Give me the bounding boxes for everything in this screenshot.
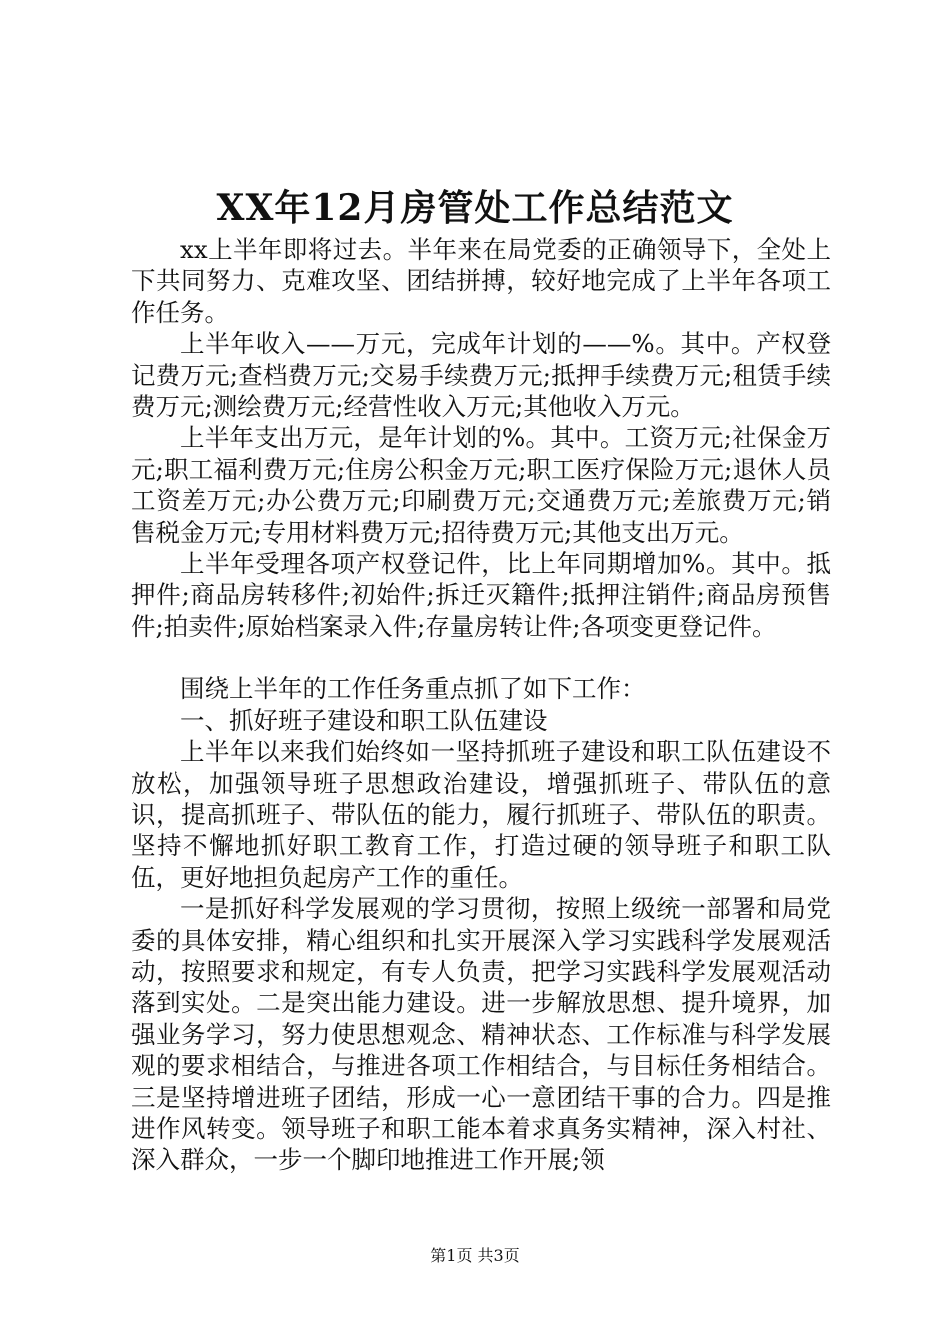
paragraph: 围绕上半年的工作任务重点抓了如下工作： bbox=[180, 674, 646, 704]
document-body bbox=[131, 234, 831, 1176]
paragraph: 一是抓好科学发展观的学习贯彻，按照上级统一部署和局党委的具体安排，精心组织和扎实开展深入学习实践科学发展观活动，按照要求和规定，有专人负责，把学习实践科学发展观活动落到实处。二是突出能力建设。进一步解放思想、提升境界，加强业务学习，努力使思想观念、精神状态、工作标准与科学发展观的要求相结合，与推进各项工作相结合，与目标任务相结合。三是坚持增进班子团结，形成一心一意团结干事的合力。四是推进作风转变。领导班子和职工能本着求真务实精神，深入村社、深入群众，一步一个脚印地推进工作开展;领 bbox=[131, 894, 831, 1175]
document-title: XX年12月房管处工作总结范文 bbox=[216, 187, 734, 229]
paragraph: xx上半年即将过去。半年来在局党委的正确领导下，全处上下共同努力、克难攻坚、团结拼搏，较好地完成了上半年各项工作任务。 bbox=[131, 235, 831, 327]
paragraph: 上半年受理各项产权登记件，比上年同期增加%。其中。抵押件;商品房转移件;初始件;拆迁灭籍件;抵押注销件;商品房预售件;拍卖件;原始档案录入件;存量房转让件;各项变更登记件。 bbox=[131, 549, 831, 641]
section-heading: 一、抓好班子建设和职工队伍建设 bbox=[180, 705, 548, 735]
paragraph: 上半年收入——万元，完成年计划的——%。其中。产权登记费万元;查档费万元;交易手续费万元;抵押手续费万元;租赁手续费万元;测绘费万元;经营性收入万元;其他收入万元。 bbox=[131, 329, 831, 422]
paragraph: 上半年以来我们始终如一坚持抓班子建设和职工队伍建设不放松，加强领导班子思想政治建设，增强抓班子、带队伍的意识，提高抓班子、带队伍的能力，履行抓班子、带队伍的职责。坚持不懈地抓好职工教育工作，打造过硬的领导班子和职工队伍，更好地担负起房产工作的重任。 bbox=[131, 737, 831, 892]
paragraph: 上半年支出万元，是年计划的%。其中。工资万元;社保金万元;职工福利费万元;住房公积金万元;职工医疗保险万元;退休人员工资差万元;办公费万元;印刷费万元;交通费万元;差旅费万元;销售税金万元;专用材料费万元;招待费万元;其他支出万元。 bbox=[131, 423, 831, 547]
page-number-footer: 第1页 共3页 bbox=[430, 1246, 520, 1265]
